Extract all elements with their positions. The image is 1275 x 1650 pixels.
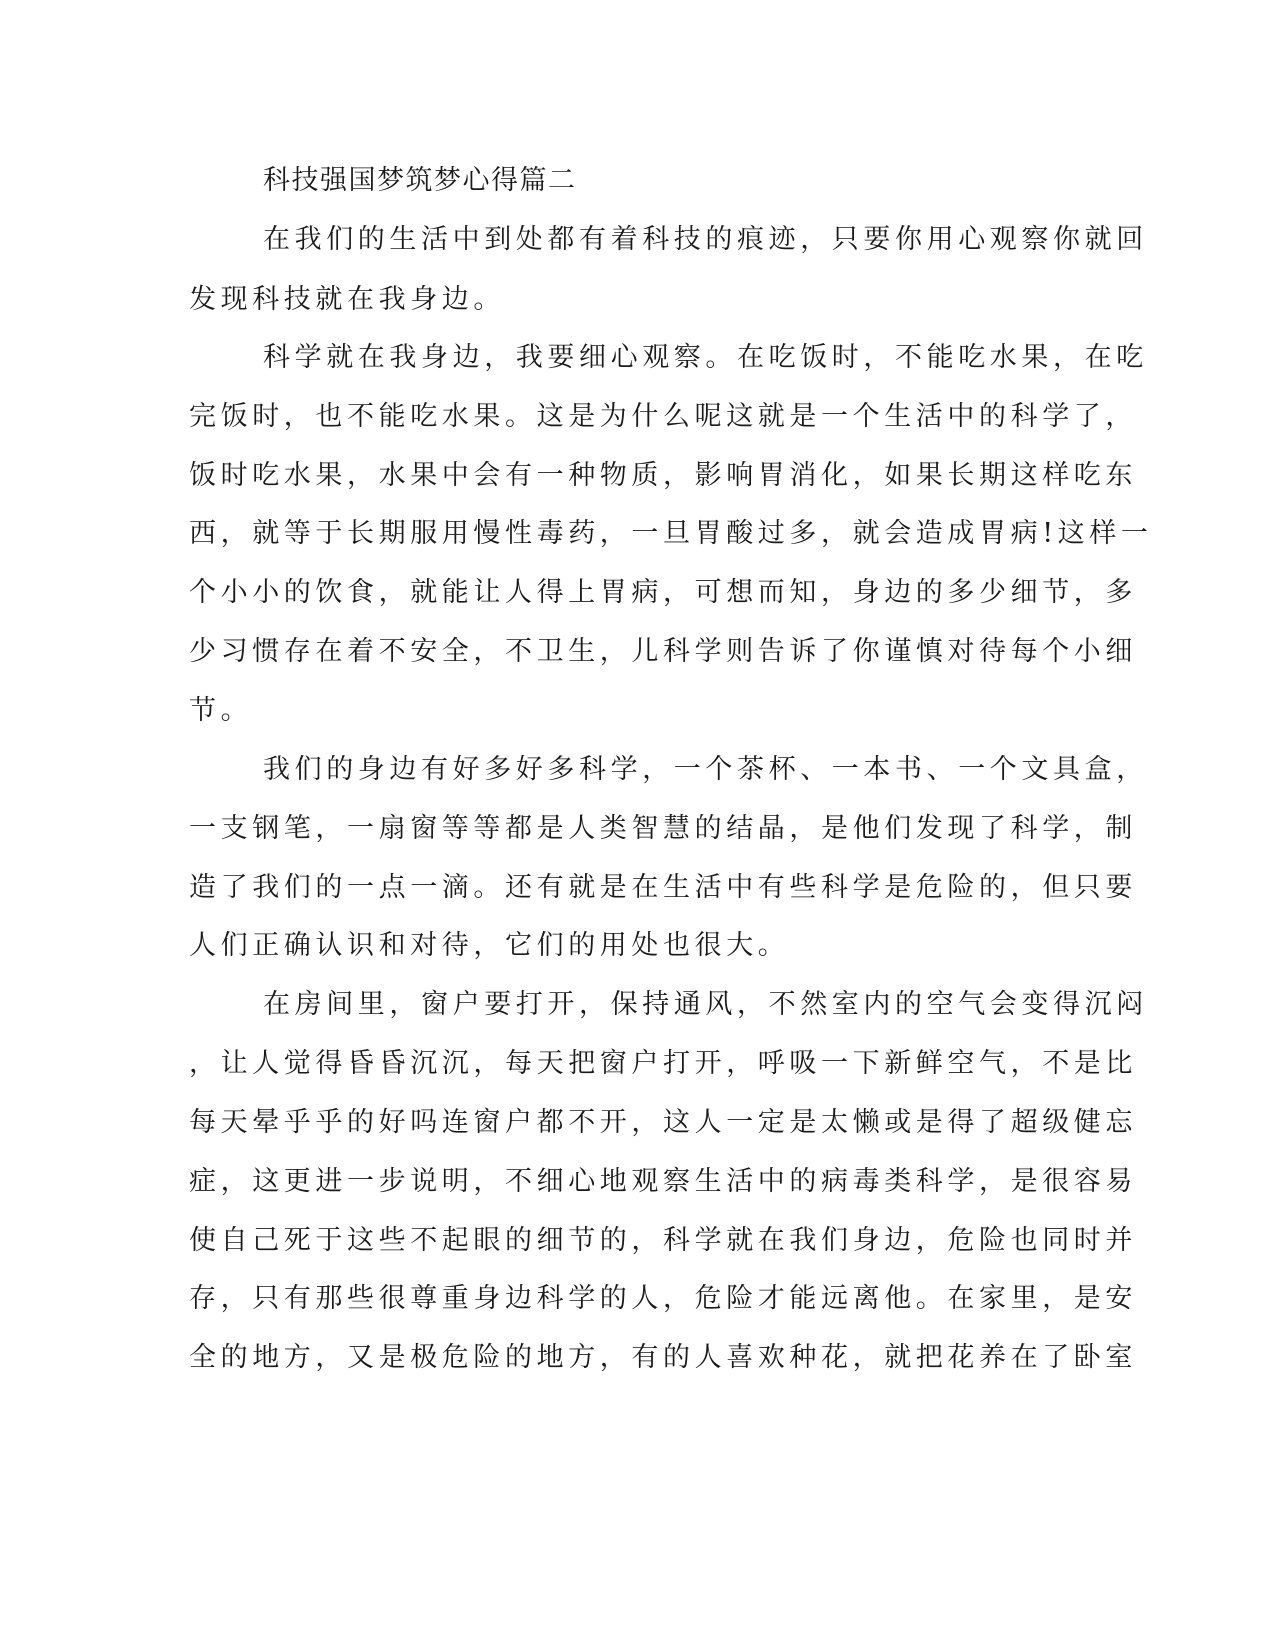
paragraph-4-line-3: 每天晕乎乎的好吗连窗户都不开，这人一定是太懒或是得了超级健忘: [189, 1107, 1137, 1138]
paragraph-4-line-5: 使自己死于这些不起眼的细节的，科学就在我们身边，危险也同时并: [189, 1225, 1137, 1256]
paragraph-2-line-2: 完饭时，也不能吃水果。这是为什么呢这就是一个生活中的科学了，: [189, 401, 1137, 432]
paragraph-3-line-3: 造了我们的一点一滴。还有就是在生活中有些科学是危险的，但只要: [189, 872, 1137, 903]
document-title: 科技强国梦筑梦心得篇二: [263, 165, 577, 196]
paragraph-3-line-1: 我们的身边有好多好多科学，一个茶杯、一本书、一个文具盒，: [263, 754, 1148, 785]
paragraph-2-line-4: 西，就等于长期服用慢性毒药，一旦胃酸过多，就会造成胃病!这样一: [189, 518, 1153, 549]
paragraph-1-line-1: 在我们的生活中到处都有着科技的痕迹，只要你用心观察你就回: [263, 224, 1148, 255]
paragraph-2-line-3: 饭时吃水果，水果中会有一种物质，影响胃消化，如果长期这样吃东: [189, 460, 1137, 491]
paragraph-4-line-2: ，让人觉得昏昏沉沉，每天把窗户打开，呼吸一下新鲜空气，不是比: [189, 1048, 1137, 1079]
paragraph-4-line-4: 症，这更进一步说明，不细心地观察生活中的病毒类科学，是很容易: [189, 1166, 1137, 1197]
paragraph-2-line-6: 少习惯存在着不安全，不卫生，儿科学则告诉了你谨慎对待每个小细: [189, 636, 1137, 667]
paragraph-2-line-7: 节。: [189, 695, 253, 726]
paragraph-1-line-2: 发现科技就在我身边。: [189, 284, 505, 315]
paragraph-4-line-6: 存，只有那些很尊重身边科学的人，危险才能远离他。在家里，是安: [189, 1283, 1137, 1314]
paragraph-3-line-4: 人们正确认识和对待，它们的用处也很大。: [189, 930, 790, 961]
paragraph-2-line-1: 科学就在我身边，我要细心观察。在吃饭时，不能吃水果，在吃: [263, 342, 1148, 373]
paragraph-4-line-1: 在房间里，窗户要打开，保持通风，不然室内的空气会变得沉闷: [263, 989, 1148, 1020]
paragraph-3-line-2: 一支钢笔，一扇窗等等都是人类智慧的结晶，是他们发现了科学，制: [189, 813, 1137, 844]
paragraph-4-line-7: 全的地方，又是极危险的地方，有的人喜欢种花，就把花养在了卧室: [189, 1342, 1137, 1373]
paragraph-2-line-5: 个小小的饮食，就能让人得上胃病，可想而知，身边的多少细节，多: [189, 577, 1137, 608]
